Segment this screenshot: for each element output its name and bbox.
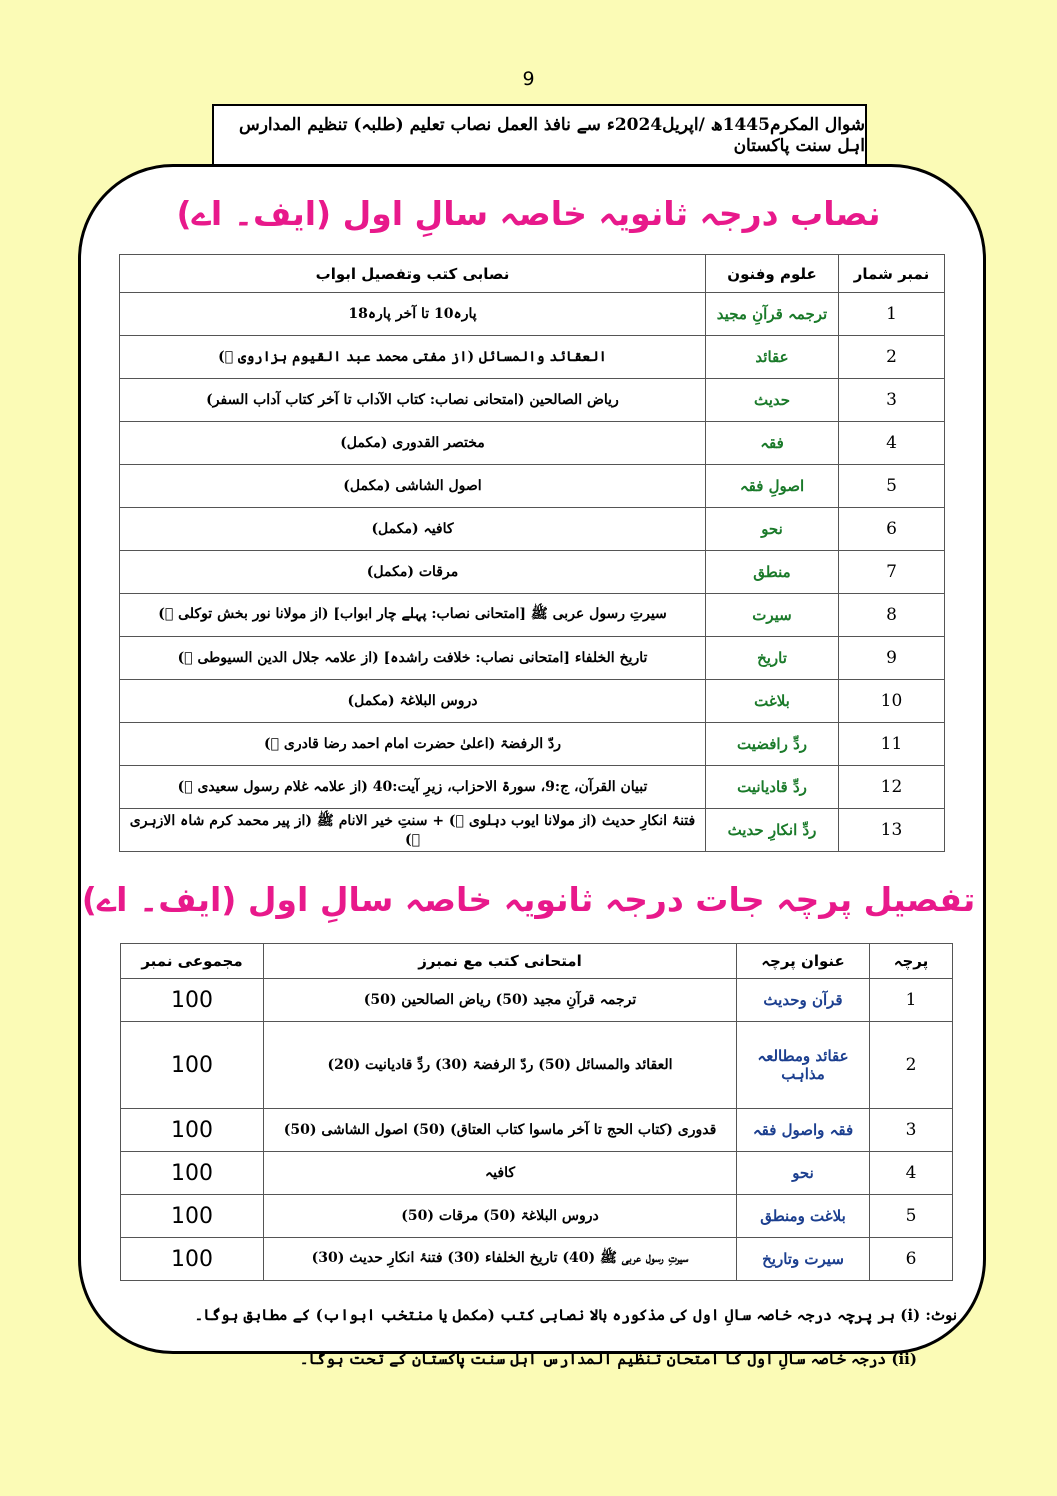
paper-number: 6: [870, 1238, 953, 1281]
table-row: [121, 979, 953, 1022]
table-row: [120, 680, 945, 723]
row-number: 2: [839, 336, 945, 379]
header-paper: پرچہ: [870, 944, 953, 979]
table-row: [120, 766, 945, 809]
paper-number: 3: [870, 1109, 953, 1152]
table-row: [120, 723, 945, 766]
table-row: [120, 336, 945, 379]
paper-title-cell: نحو: [737, 1152, 870, 1195]
exam-books-cell: دروس البلاغۃ (50) مرقات (50): [264, 1195, 737, 1238]
papers-table: [120, 943, 953, 1281]
books-cell: تاریخ الخلفاء [امتحانی نصاب: خلافت راشدہ] (از علامہ جلال الدین السیوطی ﷫): [120, 637, 706, 680]
table-row: [121, 1195, 953, 1238]
paper-number: 4: [870, 1152, 953, 1195]
header-paper-title: عنوان پرچہ: [737, 944, 870, 979]
table-row: [121, 1152, 953, 1195]
header-serial: نمبر شمار: [839, 255, 945, 293]
subject-cell: فقہ: [706, 422, 839, 465]
paper-title-cell: قرآن وحدیث: [737, 979, 870, 1022]
subject-cell: حدیث: [706, 379, 839, 422]
row-number: 8: [839, 594, 945, 637]
subject-cell: تاریخ: [706, 637, 839, 680]
header-subject: علوم وفنون: [706, 255, 839, 293]
papers-title: تفصیل پرچہ جات درجہ ثانویہ خاصہ سالِ اول (ایف۔ اے): [81, 880, 976, 919]
subject-cell: سیرت: [706, 594, 839, 637]
paper-title-cell: عقائد ومطالعہ مذاہب: [737, 1022, 870, 1109]
paper-number: 5: [870, 1195, 953, 1238]
header-exam-books: امتحانی کتب مع نمبرز: [264, 944, 737, 979]
subject-cell: بلاغت: [706, 680, 839, 723]
subject-cell: ردِّ قادیانیت: [706, 766, 839, 809]
syllabus-title: نصاب درجہ ثانویہ خاصہ سالِ اول (ایف۔ اے): [176, 194, 881, 233]
row-number: 6: [839, 508, 945, 551]
exam-books-cell: سیرتِ رسول عربی ﷺ (40) تاریخ الخلفاء (30) فتنۂ انکارِ حدیث (30): [264, 1238, 737, 1281]
table-row: [121, 1022, 953, 1109]
paper-title-cell: بلاغت ومنطق: [737, 1195, 870, 1238]
row-number: 1: [839, 293, 945, 336]
total-marks-cell: 100: [121, 1109, 264, 1152]
books-cell: دروس البلاغۃ (مکمل): [120, 680, 706, 723]
books-cell: فتنۂ انکارِ حدیث (از مولانا ایوب دہلوی ﷫) + سنتِ خیر الانام ﷺ (از پیر محمد کرم شاہ الازہری ﷫): [120, 809, 706, 852]
total-marks-cell: 100: [121, 1022, 264, 1109]
subject-cell: ترجمہ قرآنِ مجید: [706, 293, 839, 336]
table-row: [120, 551, 945, 594]
books-cell: ریاض الصالحین (امتحانی نصاب: کتاب الآداب تا آخر کتاب آداب السفر): [120, 379, 706, 422]
subject-cell: نحو: [706, 508, 839, 551]
table-row: [120, 637, 945, 680]
paper-number: 2: [870, 1022, 953, 1109]
syllabus-table: [119, 254, 945, 852]
paper-number: 1: [870, 979, 953, 1022]
row-number: 10: [839, 680, 945, 723]
subject-cell: عقائد: [706, 336, 839, 379]
books-cell: مرقات (مکمل): [120, 551, 706, 594]
table-row: [120, 594, 945, 637]
total-marks-cell: 100: [121, 1238, 264, 1281]
table-row: [120, 379, 945, 422]
subject-cell: ردِّ رافضیت: [706, 723, 839, 766]
table-row: [120, 465, 945, 508]
subject-cell: منطق: [706, 551, 839, 594]
paper-title-cell: فقہ واصول فقہ: [737, 1109, 870, 1152]
table-row: [121, 1109, 953, 1152]
subject-cell: ردِّ انکارِ حدیث: [706, 809, 839, 852]
paper-title-cell: سیرت وتاریخ: [737, 1238, 870, 1281]
header-banner: [212, 104, 867, 166]
note-2: (ii) درجہ خاصہ سالِ اول کا امتحان تنظیم المدارس اہل سنت پاکستان کے تحت ہوگا۔: [299, 1350, 917, 1368]
row-number: 12: [839, 766, 945, 809]
table-row: [120, 422, 945, 465]
books-cell: سیرتِ رسول عربی ﷺ [امتحانی نصاب: پہلے چار ابواب] (از مولانا نور بخش توکلی ﷫): [120, 594, 706, 637]
row-number: 5: [839, 465, 945, 508]
exam-books-cell: کافیہ: [264, 1152, 737, 1195]
subject-cell: اصولِ فقہ: [706, 465, 839, 508]
exam-books-cell: ترجمہ قرآنِ مجید (50) ریاض الصالحین (50): [264, 979, 737, 1022]
row-number: 4: [839, 422, 945, 465]
total-marks-cell: 100: [121, 979, 264, 1022]
table-row: [120, 293, 945, 336]
page-number: 9: [522, 68, 535, 90]
header-text: شوال المکرم1445ھ /اپریل2024ء سے نافذ العمل نصاب تعلیم (طلبہ) تنظیم المدارس اہل سنت پاکستان: [238, 115, 865, 156]
table-row: [120, 809, 945, 852]
books-cell: کافیہ (مکمل): [120, 508, 706, 551]
exam-books-cell: قدوری (کتاب الحج تا آخر ماسوا کتاب العتاق) (50) اصول الشاشی (50): [264, 1109, 737, 1152]
total-marks-cell: 100: [121, 1152, 264, 1195]
row-number: 11: [839, 723, 945, 766]
books-cell: ردّ الرفضۃ (اعلیٰ حضرت امام احمد رضا قادری ﷫): [120, 723, 706, 766]
books-cell: اصول الشاشی (مکمل): [120, 465, 706, 508]
row-number: 3: [839, 379, 945, 422]
books-cell: العقائد والمسائل (از مفتی محمد عبد القیوم ہزاروی ﷫): [120, 336, 706, 379]
table-row: [121, 1238, 953, 1281]
row-number: 13: [839, 809, 945, 852]
header-books: نصابی کتب وتفصیل ابواب: [120, 255, 706, 293]
books-cell: پارہ10 تا آخر پارہ18: [120, 293, 706, 336]
row-number: 7: [839, 551, 945, 594]
note-1: نوٹ: (i) ہر پرچہ درجہ خاصہ سالِ اول کی مذکورہ بالا نصابی کتب (مکمل یا منتخب ابواب) کے مطابق ہوگا۔: [194, 1306, 957, 1324]
books-cell: مختصر القدوری (مکمل): [120, 422, 706, 465]
exam-books-cell: العقائد والمسائل (50) ردّ الرفضۃ (30) ردِّ قادیانیت (20): [264, 1022, 737, 1109]
row-number: 9: [839, 637, 945, 680]
header-total: مجموعی نمبر: [121, 944, 264, 979]
table-row: [120, 508, 945, 551]
total-marks-cell: 100: [121, 1195, 264, 1238]
books-cell: تبیان القرآن، ج:9، سورۃ الاحزاب، زیرِ آیت:40 (از علامہ غلام رسول سعیدی ﷫): [120, 766, 706, 809]
